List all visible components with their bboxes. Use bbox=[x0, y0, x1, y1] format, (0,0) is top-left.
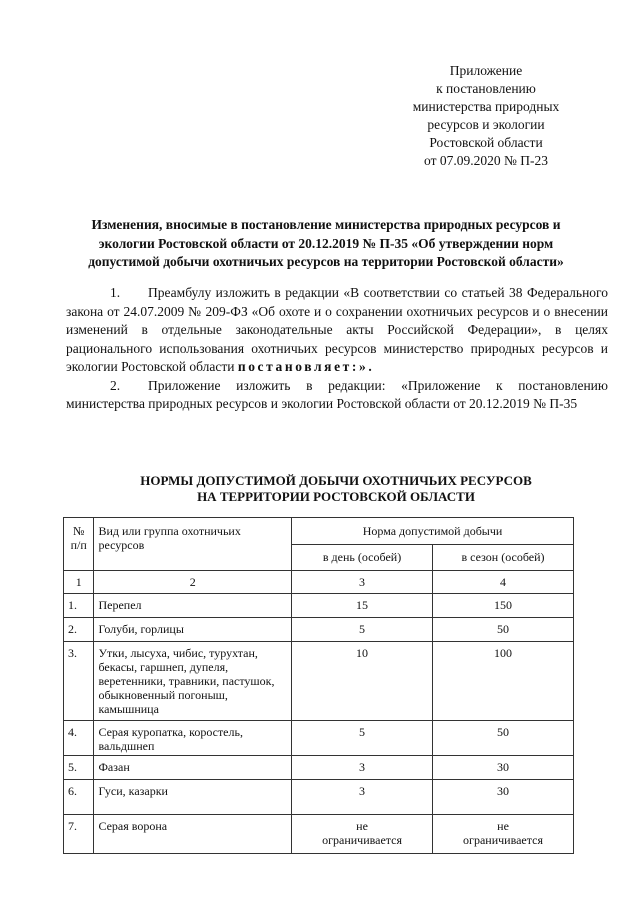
table-row bbox=[64, 642, 574, 721]
document-body bbox=[66, 284, 608, 414]
appendix-line: Приложение bbox=[449, 63, 523, 78]
row-species: Перепел bbox=[94, 594, 292, 618]
row-species: Серая куропатка, коростель, вальдшнеп bbox=[94, 721, 292, 756]
row-species: Утки, лысуха, чибис, турухтан, бекасы, гаршнеп, дупеля, веретенники, травники, пастушок, обыкновенный погоныш, камышница bbox=[94, 642, 292, 721]
row-per-day: 3 bbox=[292, 756, 433, 780]
header-per-day: в день (особей) bbox=[292, 545, 433, 571]
paragraph-2 bbox=[66, 377, 608, 414]
table-row bbox=[64, 618, 574, 642]
row-per-day: 5 bbox=[292, 618, 433, 642]
row-per-day: 10 bbox=[292, 642, 433, 721]
table-heading-line-1: НОРМЫ ДОПУСТИМОЙ ДОБЫЧИ ОХОТНИЧЬИХ РЕСУРСОВ bbox=[140, 473, 532, 488]
table-row bbox=[64, 780, 574, 815]
row-number: 3. bbox=[64, 642, 94, 721]
row-per-season: 100 bbox=[433, 642, 574, 721]
row-species: Голуби, горлицы bbox=[94, 618, 292, 642]
table-row bbox=[64, 815, 574, 854]
column-number: 1 bbox=[64, 571, 94, 594]
row-species: Фазан bbox=[94, 756, 292, 780]
header-norm: Норма допустимой добычи bbox=[292, 518, 574, 545]
table-heading bbox=[62, 473, 610, 505]
norms-table bbox=[63, 517, 574, 854]
appendix-line: Ростовской области bbox=[429, 135, 543, 150]
document-title: Изменения, вносимые в постановление министерства природных ресурсов и экологии Ростовской области от 20.12.2019 № П-35 «Об утверждении норм допустимой добычи охотничьих ресурсов на территории Ростовской области» bbox=[88, 217, 564, 269]
row-per-day: 3 bbox=[292, 780, 433, 815]
row-per-season: 30 bbox=[433, 780, 574, 815]
row-per-season: 30 bbox=[433, 756, 574, 780]
table-heading-line-2: НА ТЕРРИТОРИИ РОСТОВСКОЙ ОБЛАСТИ bbox=[197, 489, 475, 504]
row-number: 2. bbox=[64, 618, 94, 642]
paragraph-1 bbox=[66, 284, 608, 377]
row-number: 6. bbox=[64, 780, 94, 815]
row-per-day: не ограничивается bbox=[292, 815, 433, 854]
paragraph-1-emphasis: постановляет:». bbox=[237, 359, 375, 374]
table-row bbox=[64, 594, 574, 618]
column-number: 2 bbox=[94, 571, 292, 594]
appendix-line: к постановлению bbox=[436, 81, 536, 96]
column-number: 3 bbox=[292, 571, 433, 594]
row-number: 4. bbox=[64, 721, 94, 756]
paragraph-1-text: Преамбулу изложить в редакции «В соответствии со статьей 38 Федерального закона от 24.07.2009 № 209-ФЗ «Об охоте и о сохранении охотничьих ресурсов и о внесении изменений в отдельные законодательные акты Российской Федерации», в целях рационального использования охотничьих ресурсов министерство природных ресурсов и экологии Ростовской области bbox=[66, 285, 608, 374]
appendix-line: от 07.09.2020 № П-23 bbox=[424, 153, 548, 168]
row-species: Гуси, казарки bbox=[94, 780, 292, 815]
row-per-day: 5 bbox=[292, 721, 433, 756]
row-number: 7. bbox=[64, 815, 94, 854]
column-numbers-row bbox=[64, 571, 574, 594]
header-number: № п/п bbox=[64, 518, 94, 571]
paragraph-1-number: 1. bbox=[110, 285, 121, 300]
appendix-line: министерства природных bbox=[412, 99, 560, 114]
row-species: Серая ворона bbox=[94, 815, 292, 854]
table-row bbox=[64, 756, 574, 780]
paragraph-2-number: 2. bbox=[110, 377, 121, 393]
row-number: 1. bbox=[64, 594, 94, 618]
column-number: 4 bbox=[433, 571, 574, 594]
header-row bbox=[64, 518, 574, 545]
row-per-season: 50 bbox=[433, 618, 574, 642]
row-per-season: 150 bbox=[433, 594, 574, 618]
row-per-day: 15 bbox=[292, 594, 433, 618]
appendix-line: ресурсов и экологии bbox=[427, 117, 545, 132]
row-per-season: 50 bbox=[433, 721, 574, 756]
paragraph-2-text: Приложение изложить в редакции: «Приложение к постановлению министерства природных ресурсов и экологии Ростовской области от 20.12.2019 № П-35 bbox=[66, 377, 608, 411]
table-row bbox=[64, 721, 574, 756]
appendix-block bbox=[396, 62, 576, 170]
header-per-season: в сезон (особей) bbox=[433, 545, 574, 571]
header-species: Вид или группа охотничьих ресурсов bbox=[94, 518, 292, 571]
row-number: 5. bbox=[64, 756, 94, 780]
row-per-season: не ограничивается bbox=[433, 815, 574, 854]
